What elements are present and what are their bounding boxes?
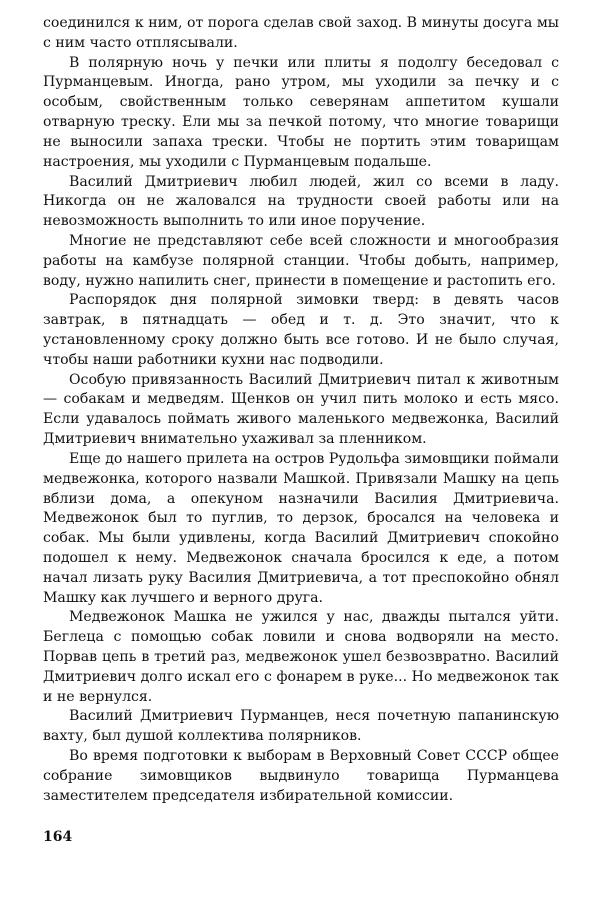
- paragraph-2: В полярную ночь у печки или плиты я подолгу беседовал с Пурманцевым. Иногда, рано утром, мы уходили за печку и с особым, свойственным только северянам аппетитом кушали отварную треску. Ели мы за печкой потому, что многие товарищи не выносили запаха трески. Чтобы не портить этим товарищам настроения, мы уходили с Пурманцевым подальше.: [43, 54, 559, 170]
- page-number: 164: [43, 829, 73, 845]
- paragraph-6: Особую привязанность Василий Дмитриевич питал к животным — собакам и медведям. Щенков он учил пить молоко и есть мясо. Если удавалось поймать живого маленького медвежонка, Василий Дмитриевич внимательно ухаживал за пленником.: [43, 371, 559, 448]
- paragraph-3: Василий Дмитриевич любил людей, жил со всеми в ладу. Никогда он не жаловался на трудности своей работы или на невозможность выполнить то или иное поручение.: [43, 173, 559, 230]
- paragraph-4: Многие не представляют себе всей сложности и многообразия работы на камбузе полярной станции. Чтобы добыть, например, воду, нужно напилить снег, принести в помещение и растопить его.: [43, 232, 559, 289]
- body-text: [43, 14, 559, 807]
- paragraph-1: соединился к ним, от порога сделав свой заход. В минуты досуга мы с ним часто отплясывали.: [43, 15, 559, 51]
- paragraph-10: Во время подготовки к выборам в Верховный Совет СССР общее собрание зимовщиков выдвинуло товарища Пурманцева заместителем председателя избирательной комиссии.: [43, 748, 559, 804]
- paragraph-5: Распорядок дня полярной зимовки тверд: в девять часов завтрак, в пятнадцать — обед и т. д. Это значит, что к установленному сроку должно быть все готово. И не было случая, чтобы наши работники кухни нас подводили.: [43, 292, 559, 368]
- paragraph-8: Медвежонок Машка не ужился у нас, дважды пытался уйти. Беглеца с помощью собак ловили и снова водворяли на место. Порвав цепь в третий раз, медвежонок ушел безвозвратно. Василий Дмитриевич долго искал его с фонарем в руке... Но медвежонок так и не вернулся.: [43, 609, 559, 705]
- paragraph-7: Еще до нашего прилета на остров Рудольфа зимовщики поймали медвежонка, которого назвали Машкой. Привязали Машку на цепь вблизи дома, а опекуном назначили Василия Дмитриевича. Медвежонок был то пуглив, то дерзок, бросался на человека и собак. Мы были удивлены, когда Василий Дмитриевич спокойно подошел к нему. Медвежонок сначала бросился к еде, а потом начал лизать руку Василия Дмитриевича, а тот преспокойно обнял Машку как лучшего и верного друга.: [43, 450, 559, 606]
- paragraph-9: Василий Дмитриевич Пурманцев, неся почетную папанинскую вахту, был душой коллектива полярников.: [43, 708, 559, 745]
